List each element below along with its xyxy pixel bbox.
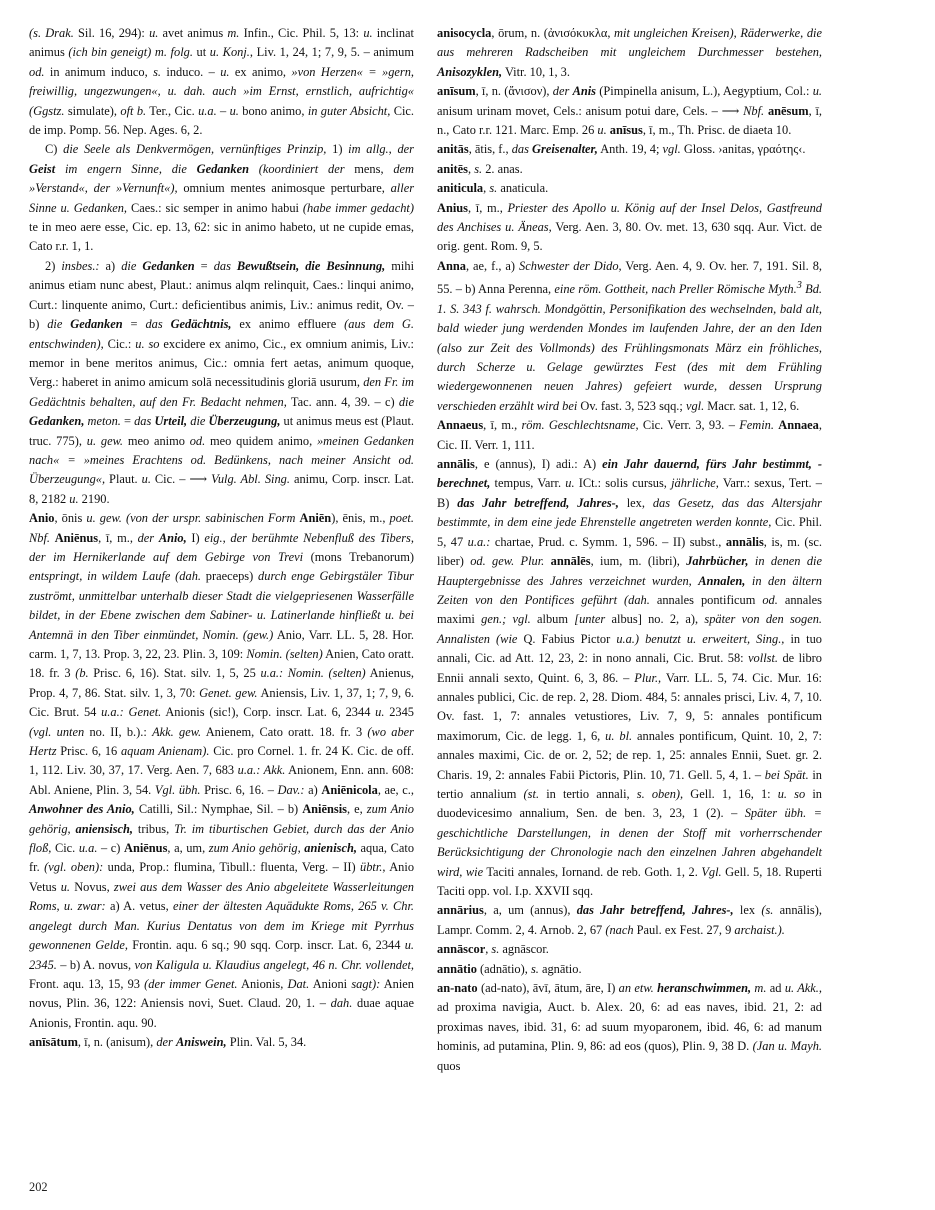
dictionary-entry: aniticula, s. anaticula. [437, 181, 549, 196]
dictionary-entry: annārius, a, um (annus), das Jahr betreffend, Jahres-, lex (s. annālis), Lampr. Comm. 2, 4. Arnob. 2, 67 (nach Paul. ex Fest. 27, 9 archaist.). [437, 903, 822, 937]
dictionary-entry: C) die Seele als Denkvermögen, vernünftiges Prinzip, 1) im allg., der Geist im engern Sinne, die Gedanken (koordiniert der mens, dem »Verstand«, der »Vernunft«), omnium mentes animosque perturbare, aller Sinne u. Gedanken, Caes.: sic semper in animo habui (habe immer gedacht) te in meo aere esse, Cic. ep. 13, 62: sic in animo habeto, ut ne cupide emas, Cato r.r. 1, 1. [29, 142, 415, 254]
dictionary-entry: anitēs, s. 2. anas. [437, 161, 523, 176]
dictionary-entry: annālis, e (annus), I) adi.: A) ein Jahr dauernd, fürs Jahr bestimmt, -berechnet, tempus, Varr. u. ICt.: solis cursus, jährliche, Varr.: sexus, Tert. – B) das Jahr betreffend, Jahres-, lex, das Gesetz, das das Altersjahr bestimmte, in dem eine jede Ehrenstelle angetreten werden konnte, Cic. Phil. 5, 47 u.a.: chartae, Prud. c. Symm. 1, 596. – II) subst., annālis, is, m. (sc. liber) od. gew. Plur. annālēs, ium, m. (libri), Jahrbücher, in denen die Hauptergebnisse des Jahres verzeichnet wurden, Annalen, in den ältern Zeiten von den Pontifices geführt (dah. annales pontificum od. annales maximi gen.; vgl. album [unter albus] no. 2, a), später von den sogen. Annalisten (wie Q. Fabius Pictor u.a.) benutzt u. erweitert, Sing., in tuo annali, Cic. ad Att. 12, 23, 2: in nono annali, Cic. Brut. 58: vollst. de libro Ennii annali sexto, Quint. 6, 3, 86. – Plur., Varr. LL. 5, 74. Cic. Mur. 16: annales publici, Cic. de rep. 2, 28. Diom. 484, 5: annales prisci, Liv. 4, 7, 10. Ov. fast. 1, 7: annales vetustiores, Liv. 7, 9, 5: annales pontificum maximorum, Cic. de legg. 1, 6, u. bl. annales pontificum, Quint. 10, 2, 7: annales maximi, Cic. de or. 2, 52; de rep. 1, 25: annales Ennii, Suet. gr. 2. Charis. 19, 2: annales Fabii Pictoris, Plin. 10, 71. Gell. 5, 4, 1. – bei Spät. in tertio annalium (st. in tertio annali, s. oben), Gell. 1, 16, 1: u. so in duodevicesimo annalium, Sen. de ben. 3, 23, 1 (2). – Später übh. = geschichtliche Darstellungen, in denen der Stoff mit vorherrschender Berücksichtigung der Chronologie nach den einzelnen Jahren abgehandelt wird, wie Taciti annales, Iornand. de reb. Goth. 1, 2. Vgl. Gell. 5, 18. Ruperti Taciti opp. vol. I.p. XXVII sqq. [437, 457, 823, 898]
dictionary-entry: 2) insbes.: a) die Gedanken = das Bewußtsein, die Besinnung, mihi animus etiam nunc abest, Plaut.: animus alqm relinquit, Caes.: linqui animo, Curt.: linquente animo, Curt.: deficientibus animis, Liv.: animus redit, Ov. – b) die Gedanken = das Gedächtnis, ex animo effluere (aus dem G. entschwinden), Cic.: u. so excidere ex animo, Cic., ex omnium animis, Liv.: memor in bene meritos animus, Cic.: omnia fert aetas, animum quoque, Verg.: haberet in animo amicum solā necessitudinis gloriā usurum, den Fr. im Gedächtnis behalten, auf den Fr. Bedacht nehmen, Tac. ann. 4, 39. – c) die Gedanken, meton. = das Urteil, die Überzeugung, ut animus meus est (Plaut. truc. 775), u. gew. meo animo od. meo quidem animo, »meinen Gedanken nach« = »meines Erachtens od. Bedünkens, nach meiner Ansicht od. Überzeugung«, Plaut. u. Cic. – ⟶ Vulg. Abl. Sing. animu, Corp. inscr. Lat. 8, 2182 u. 2190. [29, 258, 415, 506]
dictionary-page [29, 24, 909, 1174]
dictionary-entry: an-nato (ad-nato), āvī, ātum, āre, I) an etw. heranschwimmen, m. ad u. Akk., ad proxima navigia, Auct. b. Alex. 20, 6: ad eas naves, ibid. 21, 2: ad proximas naves, ibid. 31, 6: ad suum myoparonem, ibid. 46, 6: ad manum hominis, ad putamina, Plin. 9, 86: ad eos (quos), Plin. 9, 38 D. (Jan u. Mayh. quos [437, 981, 822, 1073]
dictionary-entry: anitās, ātis, f., das Greisenalter, Anth. 19, 4; vgl. Gloss. ›anitas, γραότης‹. [437, 142, 806, 157]
left-column [29, 24, 414, 1053]
dictionary-entry: annātio (adnātio), s. agnātio. [437, 961, 582, 976]
dictionary-entry: anīsum, ī, n. (ἄνισον), der Anis (Pimpinella anisum, L.), Aegyptium, Col.: u. anisum urinam movet, Cels.: anisum potui dare, Cels. – ⟶ Nbf. anēsum, ī, n., Cato r.r. 121. Marc. Emp. 26 u. anīsus, ī, m., Th. Prisc. de diaeta 10. [437, 84, 823, 138]
dictionary-entry: (s. Drak. Sil. 16, 294): u. avet animus m. Infin., Cic. Phil. 5, 13: u. inclinat animus (ich bin geneigt) m. folg. ut u. Konj., Liv. 1, 24, 1; 7, 9, 5. – animum od. in animum induco, s. induco. – u. ex animo, »von Herzen« = »gern, freiwillig, ungezwungen«, u. dah. auch »im Ernst, ernstlich, aufrichtig« (Ggstz. simulate), oft b. Ter., Cic. u.a. – u. bono animo, in guter Absicht, Cic. de imp. Pomp. 56. Nep. Ages. 6, 2. [29, 26, 415, 138]
dictionary-entry: annāscor, s. agnāscor. [437, 942, 549, 957]
dictionary-entry: anisocycla, ōrum, n. (ἀνισόκυκλα, mit ungleichen Kreisen), Räderwerke, die aus mehreren Radscheiben mit ungleichem Durchmesser bestehen, Anisozyklen, Vitr. 10, 1, 3. [437, 26, 823, 79]
dictionary-entry: Anna, ae, f., a) Schwester der Dido, Verg. Aen. 4, 9. Ov. her. 7, 191. Sil. 8, 55. – b) Anna Perenna, eine röm. Gottheit, nach Preller Römische Myth.$^3$ Bd. 1. S. 343 f. wahrsch. Mondgöttin, Personifikation des wechselnden, bald alt, bald wieder jung werdenden Mondes im laufenden Jahre, der an den Iden (also zur Zeit des Vollmonds) des Frühlingsmonats März ein fröhliches, durch Scherze u. Gelage gewürztes Fest (des mit dem Frühling wiedergewonnenen neuen Jahres) gefeiert wurde, dessen Ursprung verschieden erzählt wird bei Ov. fast. 3, 523 sqq.; vgl. Macr. sat. 1, 12, 6. [437, 258, 822, 413]
dictionary-entry: Annaeus, ī, m., röm. Geschlechtsname, Cic. Verr. 3, 93. – Femin. Annaea, Cic. II. Verr. 1, 111. [437, 418, 822, 452]
dictionary-entry: anīsātum, ī, n. (anisum), der Aniswein, Plin. Val. 5, 34. [29, 1035, 307, 1050]
right-column [437, 24, 822, 1076]
dictionary-entry: Anio, ōnis u. gew. (von der urspr. sabinischen Form Aniēn), ēnis, m., poet. Nbf. Aniēnus, ī, m., der Anio, I) eig., der berühmte Nebenfluß des Tibers, der im Hernikerlande auf dem Gebirge von Trevi (mons Trebanorum) entspringt, in wildem Laufe (dah. praeceps) durch enge Gebirgstäler Tibur zuströmt, unmittelbar unterhalb dieser Stadt die vielgepriesenen Wasserfälle bildet, in der Ebene zwischen dem Sabiner- u. Latinerlande hinfließt u. bei Antemnä in den Tiber einmündet, Nomin. (gew.) Anio, Varr. LL. 5, 28. Hor. carm. 1, 7, 13. Prop. 3, 22, 23. Plin. 3, 109: Nomin. (selten) Anien, Cato oratt. 18. fr. 3 (b. Prisc. 6, 16). Stat. silv. 1, 5, 25 u.a.: Nomin. (selten) Anienus, Prop. 4, 7, 86. Stat. silv. 1, 3, 70: Genet. gew. Aniensis, Liv. 1, 37, 1; 7, 9, 6. Cic. Brut. 54 u.a.: Genet. Anionis (sic!), Corp. inscr. Lat. 6, 2344 u. 2345 (vgl. unten no. II, b.).: Akk. gew. Anienem, Cato oratt. 18. fr. 3 (wo aber Hertz Prisc. 6, 16 aquam Anienam). Cic. pro Cornel. 1. fr. 24 K. Cic. de off. 1, 112. Liv. 30, 37, 17. Verg. Aen. 7, 683 u.a.: Akk. Anionem, Enn. ann. 608: Abl. Aniene, Plin. 3, 54. Vgl. übh. Prisc. 6, 16. – Dav.: a) Aniēnicola, ae, c., Anwohner des Anio, Catilli, Sil.: Nymphae, Sil. – b) Aniēnsis, e, zum Anio gehörig, aniensisch, tribus, Tr. im tiburtischen Gebiet, durch das der Anio floß, Cic. u.a. – c) Aniēnus, a, um, zum Anio gehörig, anienisch, aqua, Cato fr. (vgl. oben): unda, Prop.: flumina, Tibull.: fluenta, Verg. – II) übtr., Anio Vetus u. Novus, zwei aus dem Wasser des Anio abgeleitete Wasserleitungen Roms, u. zwar: a) A. vetus, einer der ältesten Aquädukte Roms, 265 v. Chr. angelegt durch Man. Kurius Dentatus von dem im Kriege mit Pyrrhus gewonnenen Gelde, Frontin. aqu. 6 sq.; 90 sqq. Corp. inscr. Lat. 6, 2344 u. 2345. – b) A. novus, von Kaligula u. Klaudius angelegt, 46 n. Chr. vollendet, Front. aqu. 13, 15, 93 (der immer Genet. Anionis, Dat. Anioni sagt): Anien novus, Plin. 36, 122: Aniensis novi, Suet. Claud. 20, 1. – dah. duae aquae Anionis, Frontin. aqu. 90. [29, 511, 415, 1030]
dictionary-entry: Anius, ī, m., Priester des Apollo u. König auf der Insel Delos, Gastfreund des Anchises u. Äneas, Verg. Aen. 3, 80. Ov. met. 13, 630 sqq. Aur. Vict. de orig. gent. Rom. 9, 5. [437, 200, 822, 254]
page-number: 202 [29, 1180, 48, 1194]
